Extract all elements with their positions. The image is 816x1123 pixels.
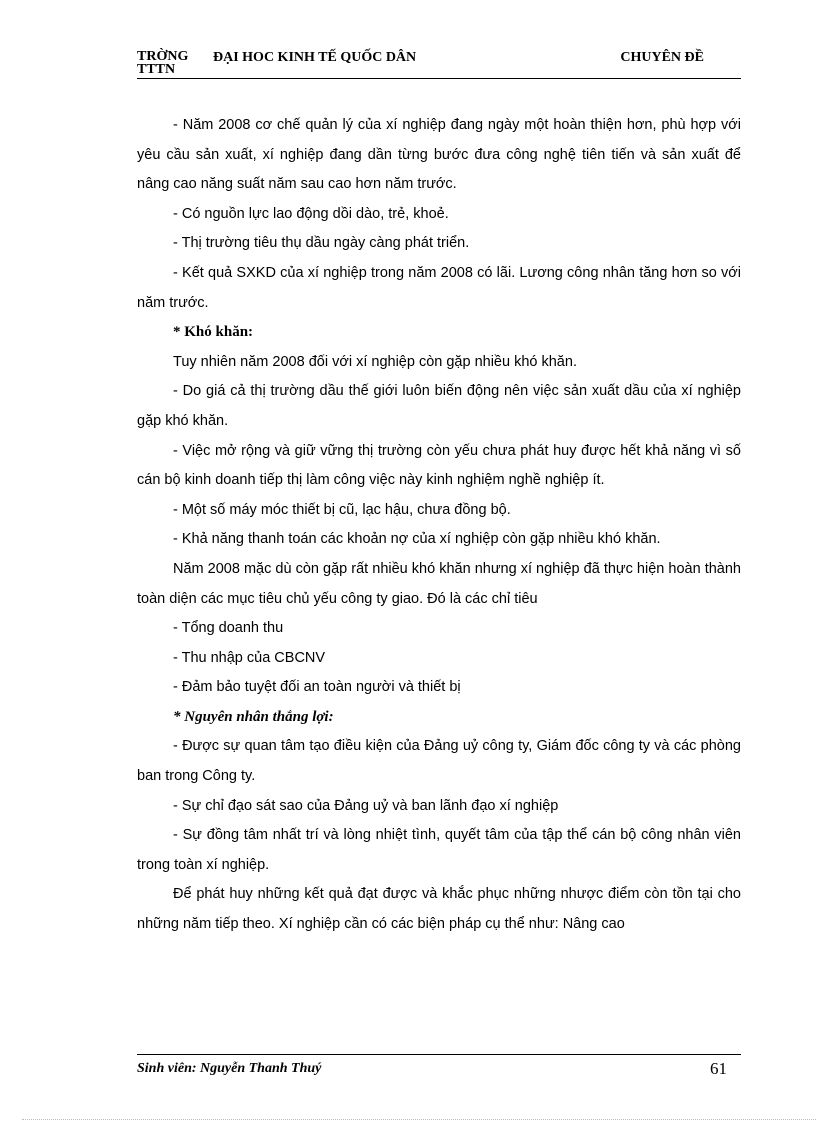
paragraph: - Khả năng thanh toán các khoản nợ của xí nghiệp còn gặp nhiều khó khăn. [173,531,661,548]
body-text [137,111,741,940]
paragraph: - Tổng doanh thu [173,620,284,637]
page-footer [137,1054,741,1081]
paragraph: - Kết quả SXKD của xí nghiệp trong năm 2008 có lãi. Lương công nhân tăng hơn so với năm trước. [137,264,741,311]
student-name: Sinh viên: Nguyễn Thanh Thuý [137,1061,322,1076]
paragraph: Năm 2008 mặc dù còn gặp rất nhiều khó khăn nhưng xí nghiệp đã thực hiện hoàn thành toàn diện các mục tiêu chủ yếu công ty giao. Đó là các chỉ tiêu [137,560,741,607]
page-header [137,50,741,79]
paragraph: - Đảm bảo tuyệt đối an toàn người và thiết bị [173,679,461,696]
header-right: CHUYÊN ĐỀ [620,50,704,65]
paragraph: - Năm 2008 cơ chế quản lý của xí nghiệp đang ngày một hoàn thiện hơn, phù hợp với yêu cầu sản xuất, xí nghiệp đang dần từng bước đưa công nghệ tiên tiến và sản xuất để nâng cao năng suất năm sau cao hơn năm trước. [137,117,741,193]
paragraph: - Sự đồng tâm nhất trí và lòng nhiệt tình, quyết tâm của tập thể cán bộ công nhân viên trong toàn xí nghiệp. [137,827,741,873]
paragraph: - Do giá cả thị trường dầu thế giới luôn biến động nên việc sản xuất dầu của xí nghiệp gặp khó khăn. [137,383,741,429]
paragraph: - Việc mở rộng và giữ vững thị trường còn yếu chưa phát huy được hết khả năng vì số cán bộ kinh doanh tiếp thị làm công việc này kinh nghiệm nghề nghiệp ít. [137,442,741,489]
page-number: 61 [710,1059,727,1078]
paragraph: Để phát huy những kết quả đạt được và khắc phục những nhược điểm còn tồn tại cho những năm tiếp theo. Xí nghiệp cần có các biện pháp cụ thể như: Nâng cao [137,886,741,933]
section-heading: * Khó khăn: [173,324,254,341]
paragraph: - Có nguồn lực lao động dồi dào, trẻ, khoẻ. [173,205,449,222]
paragraph: - Sự chỉ đạo sát sao của Đảng uỷ và ban lãnh đạo xí nghiệp [173,797,559,814]
paragraph: - Thị trường tiêu thụ dầu ngày càng phát triển. [173,235,470,252]
section-heading: * Nguyên nhân thắng lợi: [173,708,334,725]
page-edge-divider [22,1119,816,1120]
header-left: TRỜNG TTTN [137,49,189,77]
header-university: ĐẠI HOC KINH TẾ QUỐC DÂN [213,50,417,65]
paragraph: - Được sự quan tâm tạo điều kiện của Đảng uỷ công ty, Giám đốc công ty và các phòng ban trong Công ty. [137,738,741,785]
paragraph: - Một số máy móc thiết bị cũ, lạc hậu, chưa đồng bộ. [173,501,511,518]
paragraph: Tuy nhiên năm 2008 đối với xí nghiệp còn gặp nhiều khó khăn. [173,353,577,370]
paragraph: - Thu nhập của CBCNV [173,649,326,666]
